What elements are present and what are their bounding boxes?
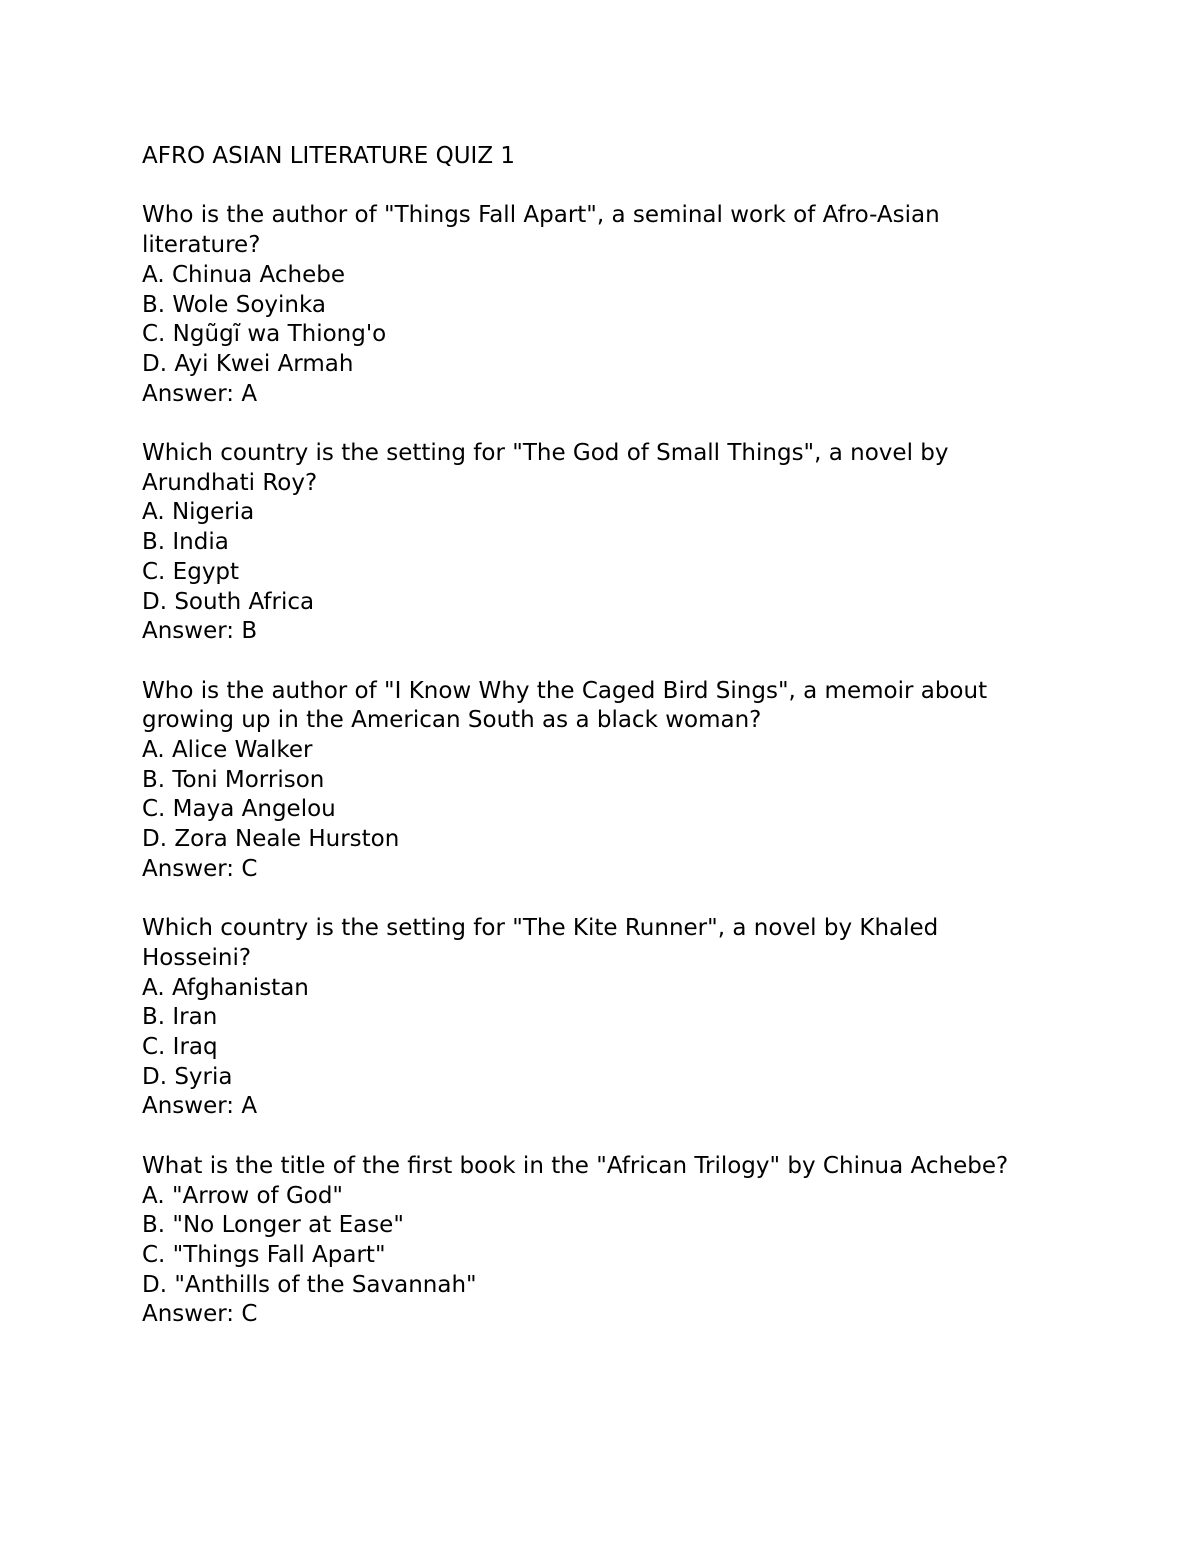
question-3	[142, 677, 1082, 885]
option-b: B. "No Longer at Ease"	[142, 1212, 404, 1239]
option-d: D. South Africa	[142, 588, 315, 615]
option-a: A. "Arrow of God"	[142, 1182, 344, 1209]
option-c: C. Iraq	[142, 1034, 218, 1061]
question-4	[142, 914, 1082, 1122]
option-list	[142, 261, 1082, 380]
option-d: D. Zora Neale Hurston	[142, 826, 400, 853]
answer-line: Answer: A	[142, 380, 258, 407]
answer-line: Answer: C	[142, 855, 258, 882]
question-2	[142, 439, 1082, 647]
option-list	[142, 498, 1082, 617]
option-a: A. Afghanistan	[142, 974, 309, 1001]
document-page	[142, 142, 1082, 1330]
question-1	[142, 201, 1082, 409]
document-title: AFRO ASIAN LITERATURE QUIZ 1	[142, 143, 516, 169]
question-text: Who is the author of "Things Fall Apart", a seminal work of Afro-Asian literature?	[142, 202, 940, 259]
option-b: B. India	[142, 529, 229, 556]
option-b: B. Toni Morrison	[142, 766, 325, 793]
option-list	[142, 974, 1082, 1093]
option-b: B. Iran	[142, 1004, 218, 1031]
question-text: Which country is the setting for "The Kite Runner", a novel by Khaled Hosseini?	[142, 915, 939, 971]
option-c: C. Maya Angelou	[142, 796, 336, 823]
option-a: A. Chinua Achebe	[142, 261, 345, 288]
question-5	[142, 1152, 1082, 1330]
option-list	[142, 1182, 1082, 1301]
option-d: D. Ayi Kwei Armah	[142, 350, 354, 377]
answer-line: Answer: C	[142, 1301, 258, 1328]
question-text: Which country is the setting for "The God of Small Things", a novel by Arundhati Roy?	[142, 440, 949, 496]
answer-line: Answer: B	[142, 618, 258, 645]
option-c: C. Ngũgĩ wa Thiong'o	[142, 321, 387, 348]
option-c: C. Egypt	[142, 558, 240, 585]
option-a: A. Nigeria	[142, 499, 255, 526]
option-b: B. Wole Soyinka	[142, 291, 326, 318]
option-d: D. "Anthills of the Savannah"	[142, 1271, 477, 1298]
question-text: What is the title of the first book in the "African Trilogy" by Chinua Achebe?	[142, 1152, 1009, 1179]
answer-line: Answer: A	[142, 1093, 258, 1120]
option-c: C. "Things Fall Apart"	[142, 1241, 386, 1268]
question-text: Who is the author of "I Know Why the Caged Bird Sings", a memoir about growing up in the American South as a black woman?	[142, 677, 988, 734]
option-a: A. Alice Walker	[142, 737, 313, 764]
option-d: D. Syria	[142, 1063, 233, 1090]
option-list	[142, 736, 1082, 855]
